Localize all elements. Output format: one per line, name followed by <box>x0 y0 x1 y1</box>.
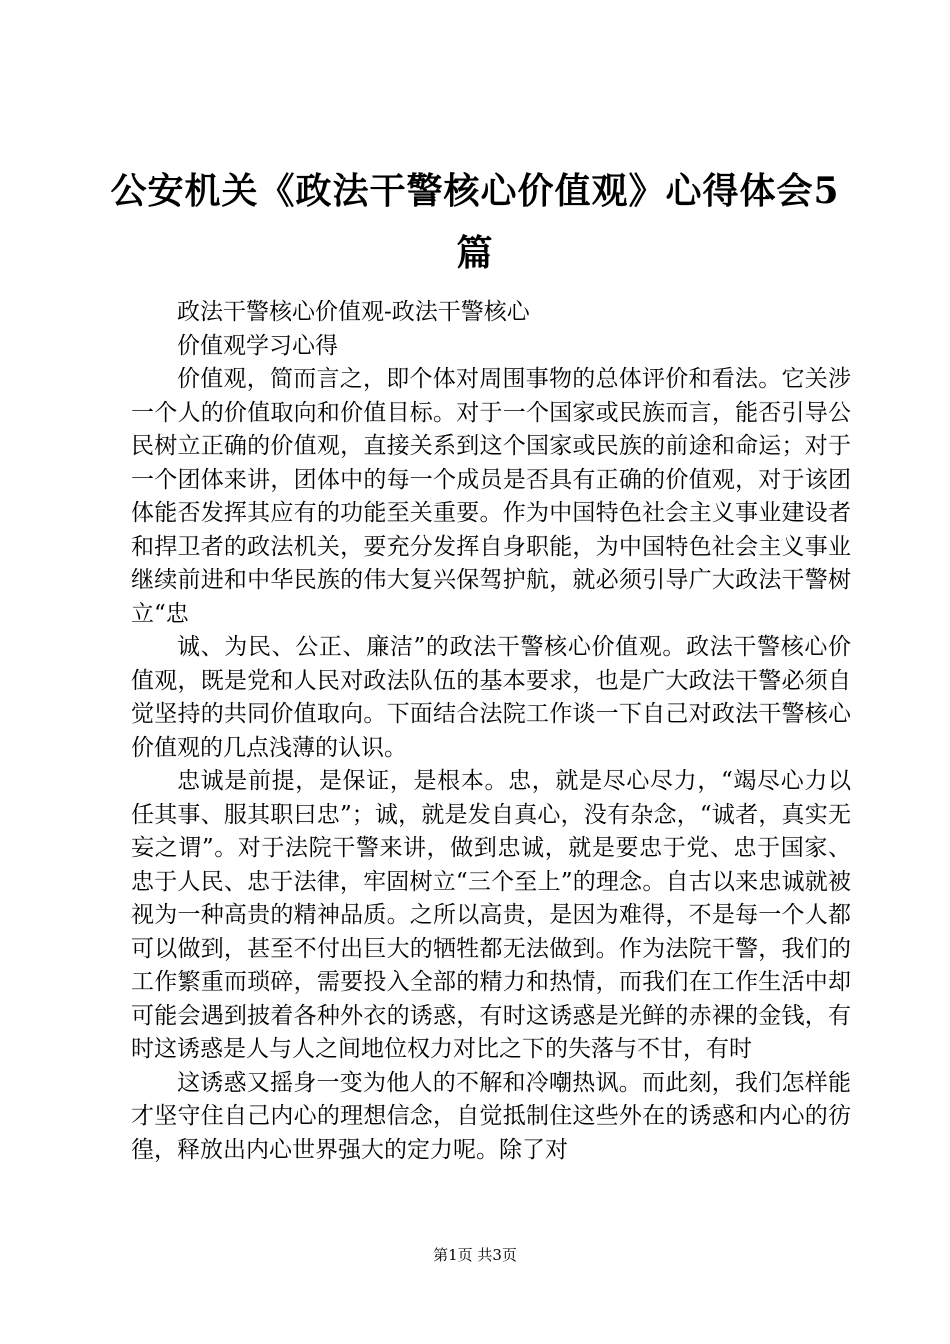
paragraph: 忠诚是前提，是保证，是根本。忠，就是尽心尽力，“竭尽心力以任其事、服其职曰忠”；诚，就是发自真心，没有杂念，“诚者，真实无妄之谓”。对于法院干警来讲，做到忠诚，就是要忠于党、忠于国家、忠于人民、忠于法律，牢固树立“三个至上”的理念。自古以来忠诚就被视为一种高贵的精神品质。之所以高贵，是因为难得，不是每一个人都可以做到，甚至不付出巨大的牺牲都无法做到。作为法院干警，我们的工作繁重而琐碎，需要投入全部的精力和热情，而我们在工作生活中却可能会遇到披着各种外衣的诱惑，有时这诱惑是光鲜的赤裸的金钱，有时这诱惑是人与人之间地位权力对比之下的失落与不甘，有时 <box>131 768 851 1062</box>
paragraph: 政法干警核心价值观-政法干警核心 <box>177 299 530 325</box>
paragraph: 诚、为民、公正、廉洁”的政法干警核心价值观。政法干警核心价值观，既是党和人民对政法队伍的基本要求，也是广大政法干警必须自觉坚持的共同价值取向。下面结合法院工作谈一下自己对政法干警核心价值观的几点浅薄的认识。 <box>131 634 851 761</box>
document-title: 公安机关《政法干警核心价值观》心得体会5篇 <box>110 170 840 274</box>
page-footer: 第1页 共3页 <box>433 1246 517 1264</box>
paragraph: 价值观学习心得 <box>177 332 338 359</box>
paragraph: 这诱惑又摇身一变为他人的不解和冷嘲热讽。而此刻，我们怎样能才坚守住自己内心的理想信念，自觉抵制住这些外在的诱惑和内心的彷徨，释放出内心世界强大的定力呢。除了对 <box>131 1069 851 1163</box>
document-body <box>131 296 851 1167</box>
paragraph: 价值观，简而言之，即个体对周围事物的总体评价和看法。它关涉一个人的价值取向和价值目标。对于一个国家或民族而言，能否引导公民树立正确的价值观，直接关系到这个国家或民族的前途和命运；对于一个团体来讲，团体中的每一个成员是否具有正确的价值观，对于该团体能否发挥其应有的功能至关重要。作为中国特色社会主义事业建设者和捍卫者的政法机关，要充分发挥自身职能，为中国特色社会主义事业继续前进和中华民族的伟大复兴保驾护航，就必须引导广大政法干警树立“忠 <box>131 366 851 627</box>
